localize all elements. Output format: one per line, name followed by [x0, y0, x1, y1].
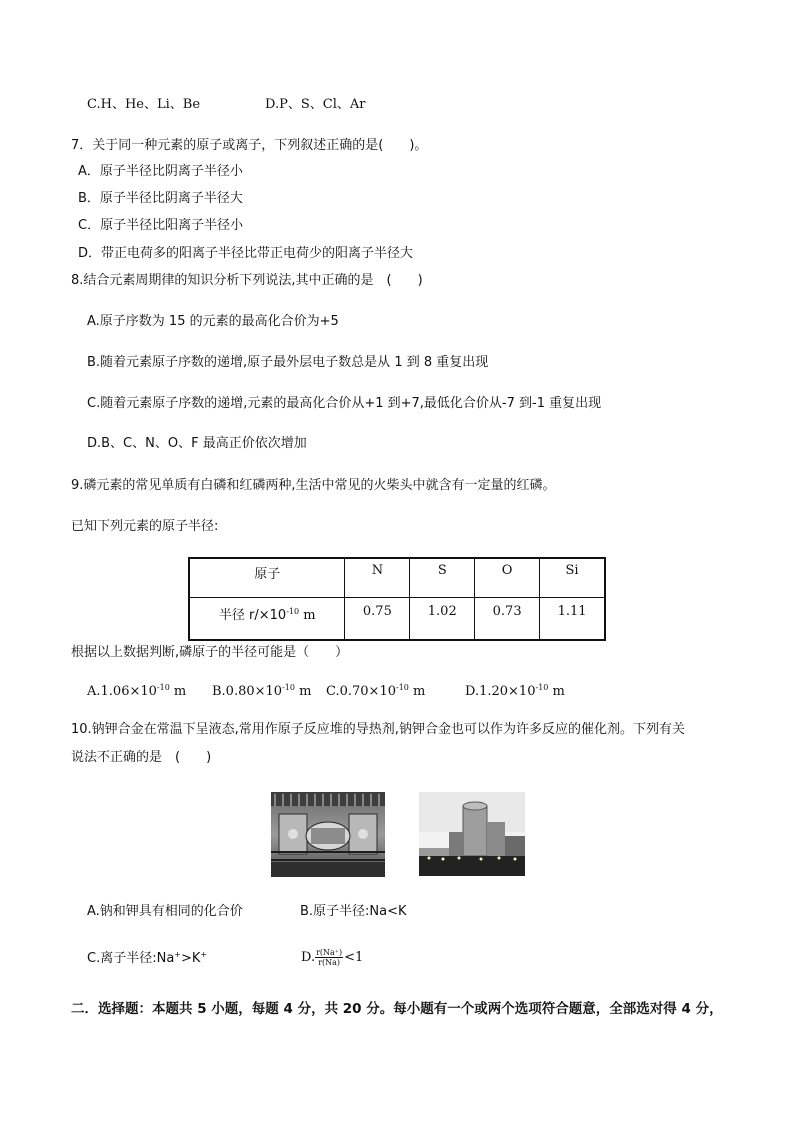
atomic-radius-table: [188, 557, 606, 641]
table-header-label: 原子: [189, 558, 345, 598]
table-value: 0.75: [345, 598, 410, 640]
table-value: 1.11: [540, 598, 605, 640]
reactor-interior-photo: [271, 792, 385, 877]
q8-option-c: C.随着元素原子序数的递增,元素的最高化合价从+1 到+7,最低化合价从-7 到-1 重复出现: [87, 396, 602, 411]
table-value: 0.73: [475, 598, 540, 640]
table-header-row: [189, 558, 605, 598]
q9-option-d: $D.1.20\times 10^{-10}$ m: [465, 683, 565, 699]
section-2-heading: 二．选择题：本题共 5 小题，每题 4 分，共 20 分。每小题有一个或两个选项符合题意，全部选对得 4 分，: [71, 1001, 723, 1017]
table-value: 1.02: [410, 598, 475, 640]
q7-option-c: C．原子半径比阳离子半径小: [78, 218, 244, 233]
q10-option-b: B.原子半径:Na<K: [300, 904, 407, 919]
q8-option-b: B.随着元素原子序数的递增,原子最外层电子数总是从 1 到 8 重复出现: [87, 355, 489, 370]
q8-option-a: A.原子序数为 15 的元素的最高化合价为+5: [87, 314, 339, 329]
q10-option-a: A.钠和钾具有相同的化合价: [87, 904, 243, 919]
q9-intro: 已知下列元素的原子半径:: [71, 519, 219, 534]
table-value-row: [189, 598, 605, 640]
table-element: Si: [540, 558, 605, 598]
table-element: N: [345, 558, 410, 598]
q7-option-d: D．带正电荷多的阳离子半径比带正电荷少的阳离子半径大: [78, 246, 414, 261]
q7-stem: 7．关于同一种元素的原子或离子，下列叙述正确的是( )。: [71, 138, 428, 153]
q10-option-d: D. $\frac{r(Na^+)}{r(Na)}$ <1: [301, 948, 364, 967]
q8-stem: 8.结合元素周期律的知识分析下列说法,其中正确的是 ( ): [71, 273, 423, 288]
q9-option-a: $A.1.06\times 10^{-10}$ m: [87, 683, 187, 699]
q10-stem-line2: 说法不正确的是 ( ): [71, 750, 212, 765]
q9-question: 根据以上数据判断,磷原子的半径可能是（ ）: [71, 645, 349, 660]
q7-option-a: A．原子半径比阴离子半径小: [78, 164, 243, 179]
table-element: O: [475, 558, 540, 598]
q10-option-c: C.离子半径:Na+>K+: [87, 950, 208, 966]
power-plant-photo: [419, 792, 525, 876]
table-row-label: 半径 $r/\times 10^{-10}$ m: [189, 598, 345, 640]
q9-option-c: $C.0.70\times 10^{-10}$ m: [326, 683, 426, 699]
q10-stem-line1: 10.钠钾合金在常温下呈液态,常用作原子反应堆的导热剂,钠钾合金也可以作为许多反应的催化剂。下列有关: [71, 722, 685, 737]
q7-option-b: B．原子半径比阴离子半径大: [78, 191, 243, 206]
q6-option-c: C.H、He、Li、Be: [87, 97, 201, 112]
q9-stem: 9.磷元素的常见单质有白磷和红磷两种,生活中常见的火柴头中就含有一定量的红磷。: [71, 478, 556, 493]
q6-option-d: D.P、S、Cl、Ar: [265, 97, 366, 112]
radius-ratio-fraction: $\frac{r(Na^+)}{r(Na)}$: [316, 948, 343, 967]
q9-option-b: $B.0.80\times 10^{-10}$ m: [212, 683, 312, 699]
table-element: S: [410, 558, 475, 598]
q8-option-d: D.B、C、N、O、F 最高正价依次增加: [87, 436, 307, 451]
